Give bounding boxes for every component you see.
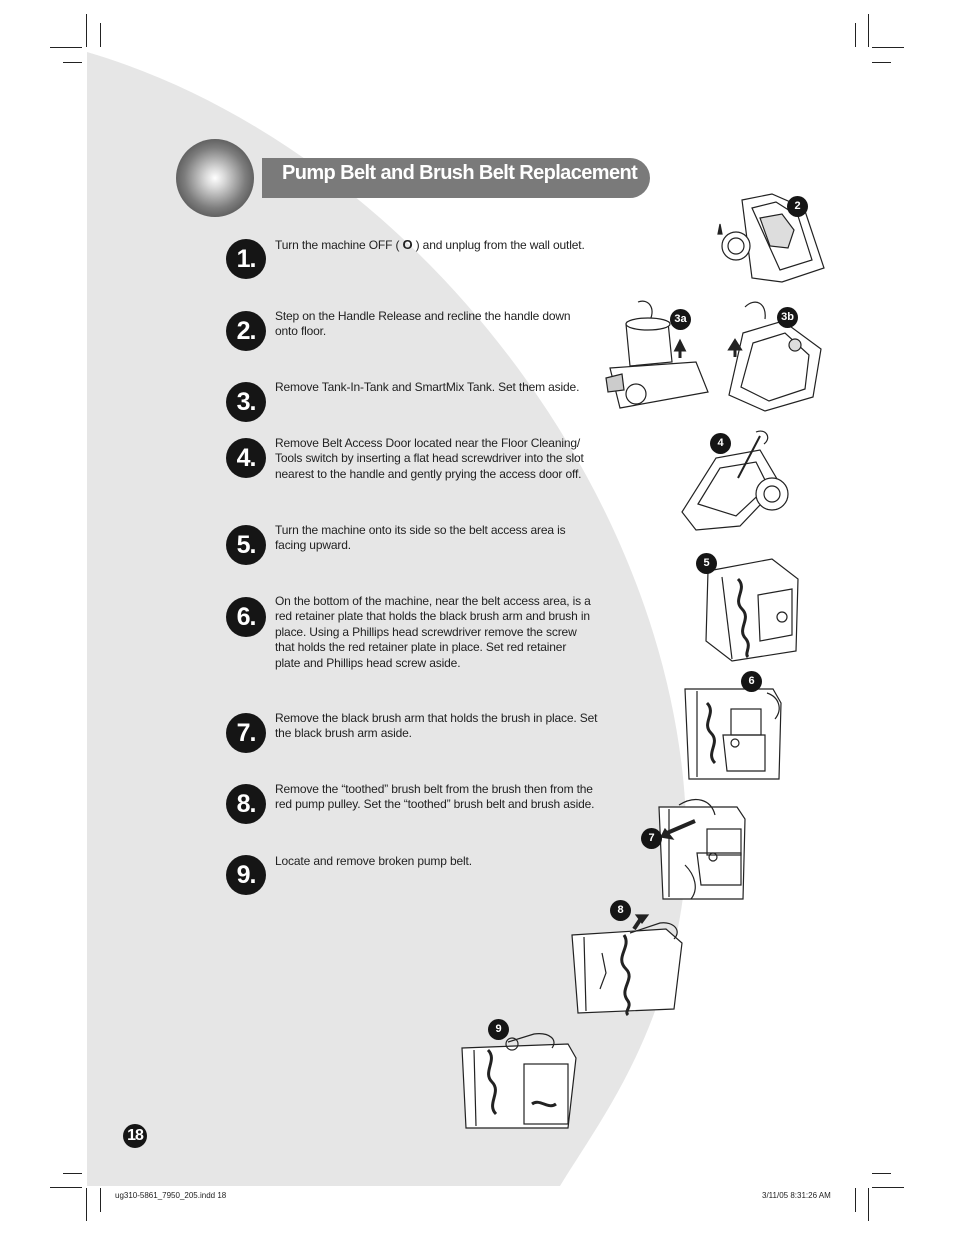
figure-badge-7: 7 [641,828,662,849]
page-number: 18 [123,1124,147,1148]
step-number-5: 5. [226,525,266,565]
section-sphere-icon [176,139,254,217]
figure-badge-3b: 3b [777,307,798,328]
figure-3b-illustration [725,297,827,415]
step-number-6: 6. [226,597,266,637]
figure-7-illustration [655,795,755,903]
figure-6-illustration [683,683,787,783]
step-number-2: 2. [226,311,266,351]
footer-timestamp: 3/11/05 8:31:26 AM [762,1191,831,1200]
step-text-9: Locate and remove broken pump belt. [275,854,472,868]
step-number-9: 9. [226,855,266,895]
step-number-3: 3. [226,382,266,422]
figure-badge-4: 4 [710,433,731,454]
page-title: Pump Belt and Brush Belt Replacement [282,162,638,184]
figure-badge-8: 8 [610,900,631,921]
figure-badge-9: 9 [488,1019,509,1040]
step-text-3: Remove Tank-In-Tank and SmartMix Tank. Set them aside. [275,380,580,394]
step-text-1: Turn the machine OFF ( O ) and unplug from the wall outlet. [275,237,585,252]
step-text-4: Remove Belt Access Door located near the Floor Cleaning/ Tools switch by inserting a flat head screwdriver into the slot nearest to the handle and gently prying the access door off. [275,436,584,481]
step-text-2: Step on the Handle Release and recline the handle down onto floor. [275,309,571,339]
figure-9-illustration [458,1024,580,1134]
figure-badge-2: 2 [787,196,808,217]
step-text-8: Remove the “toothed” brush belt from the brush then from the red pump pulley. Set the “toothed” brush belt and brush aside. [275,782,595,812]
figure-badge-5: 5 [696,553,717,574]
step-text-5: Turn the machine onto its side so the belt access area is facing upward. [275,523,566,553]
figure-2-illustration [712,190,838,290]
step-text-7: Remove the black brush arm that holds the brush in place. Set the black brush arm aside. [275,711,598,741]
figure-5-illustration [702,555,802,665]
step-text-6: On the bottom of the machine, near the belt access area, is a red retainer plate that holds the black brush arm and brush in place. Using a Phillips head screwdriver remove the screw that holds the red retainer plate in place. Set red retainer plate and Phillips head screw aside. [275,594,591,670]
power-off-icon: O [402,237,413,252]
step-number-7: 7. [226,713,266,753]
step-number-8: 8. [226,784,266,824]
figure-4-illustration [676,428,794,534]
figure-8-illustration [570,913,686,1017]
figure-3a-illustration [600,298,710,412]
footer-filename: ug310-5861_7950_205.indd 18 [115,1191,227,1200]
step-number-4: 4. [226,438,266,478]
figure-badge-3a: 3a [670,309,691,330]
figure-badge-6: 6 [741,671,762,692]
step-number-1: 1. [226,239,266,279]
